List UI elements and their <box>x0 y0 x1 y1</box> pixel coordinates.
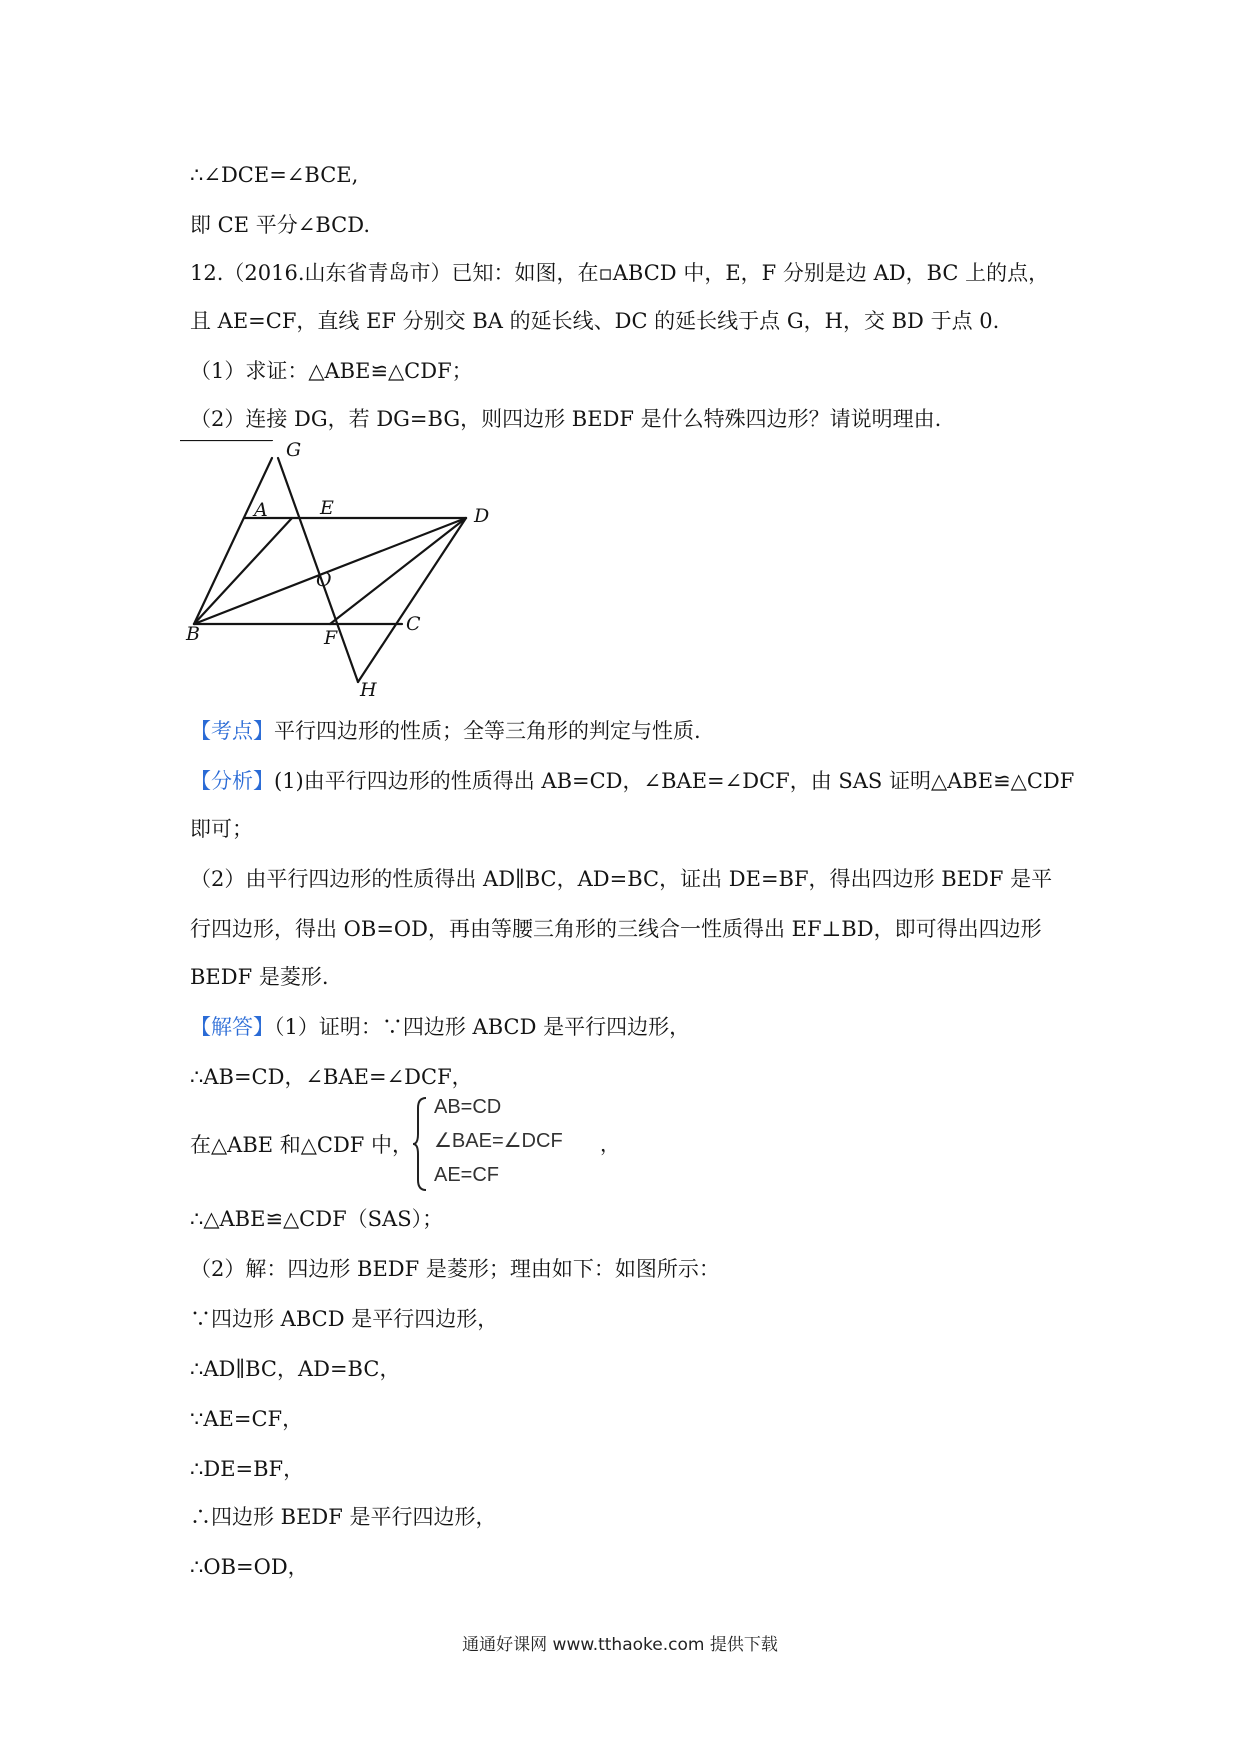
label-b: B <box>186 623 200 645</box>
jieda-line: ∴AD∥BC，AD=BC， <box>190 1357 401 1381</box>
question-12-line: 12.（2016.山东省青岛市）已知：如图，在▫ABCD 中，E，F 分别是边 AD，BC 上的点， <box>190 261 1050 285</box>
fenxi-line <box>190 766 1074 796</box>
kaodian-tag: 【考点】 <box>190 719 274 743</box>
text-line: 即 CE 平分∠BCD. <box>190 213 370 237</box>
fenxi-line: 行四边形，得出 OB=OD，再由等腰三角形的三线合一性质得出 EF⊥BD，即可得出四边形 <box>190 917 1042 941</box>
label-o: O <box>316 569 332 591</box>
jieda-line <box>190 1012 690 1042</box>
equation-system <box>412 1092 620 1196</box>
jieda-line: （2）解：四边形 BEDF 是菱形；理由如下：如图所示： <box>190 1257 720 1281</box>
segment-dh <box>358 518 466 682</box>
segment-be <box>194 518 292 624</box>
label-a: A <box>254 499 268 521</box>
fenxi-line: 即可； <box>190 817 253 841</box>
jieda-line: 在△ABE 和△CDF 中， <box>190 1133 414 1157</box>
parallelogram-diagram <box>180 440 520 700</box>
jieda-line: ∵四边形 ABCD 是平行四边形， <box>190 1307 499 1331</box>
fenxi-line: BEDF 是菱形. <box>190 965 329 989</box>
jieda-line: ∴四边形 BEDF 是平行四边形， <box>190 1505 497 1529</box>
page-footer: 通通好课网 www.tthaoke.com 提供下载 <box>462 1635 778 1655</box>
jieda-text: （1）证明：∵四边形 ABCD 是平行四边形， <box>274 1015 691 1039</box>
system-line: AB=CD <box>434 1096 502 1118</box>
kaodian-text: 平行四边形的性质；全等三角形的判定与性质. <box>274 719 701 743</box>
geometry-figure <box>180 440 520 704</box>
question-12-part1: （1）求证：△ABE≌△CDF； <box>190 359 473 383</box>
fenxi-text: (1)由平行四边形的性质得出 AB=CD，∠BAE=∠DCF，由 SAS 证明△ABE≌△CDF <box>274 769 1075 793</box>
jieda-line: ∵AE=CF， <box>190 1407 304 1431</box>
question-12-part2: （2）连接 DG，若 DG=BG，则四边形 BEDF 是什么特殊四边形？请说明理由. <box>190 407 942 431</box>
segment-fd <box>330 518 466 624</box>
jieda-line: ∴△ABE≌△CDF（SAS）； <box>190 1207 444 1231</box>
system-line: ∠BAE=∠DCF <box>434 1130 563 1152</box>
label-h: H <box>360 679 377 700</box>
label-c: C <box>406 613 421 635</box>
jieda-tag: 【解答】 <box>190 1015 274 1039</box>
fenxi-line: （2）由平行四边形的性质得出 AD∥BC，AD=BC，证出 DE=BF，得出四边形 BEDF 是平 <box>190 867 1053 891</box>
label-g: G <box>286 440 302 461</box>
kaodian-line <box>190 716 701 746</box>
jieda-line: ∴AB=CD，∠BAE=∠DCF， <box>190 1065 473 1089</box>
jieda-line: ∴OB=OD， <box>190 1555 309 1579</box>
label-e: E <box>320 497 334 519</box>
label-f: F <box>324 627 338 649</box>
question-12-line: 且 AE=CF，直线 EF 分别交 BA 的延长线、DC 的延长线于点 G，H，交 BD 于点 0. <box>190 309 1000 333</box>
jieda-line: ∴DE=BF， <box>190 1457 305 1481</box>
text-line: ∴∠DCE=∠BCE, <box>190 163 359 187</box>
left-brace-icon <box>412 1096 430 1192</box>
fenxi-tag: 【分析】 <box>190 769 274 793</box>
system-line: AE=CF <box>434 1164 500 1186</box>
label-d: D <box>474 505 490 527</box>
system-comma: ， <box>600 1132 620 1156</box>
